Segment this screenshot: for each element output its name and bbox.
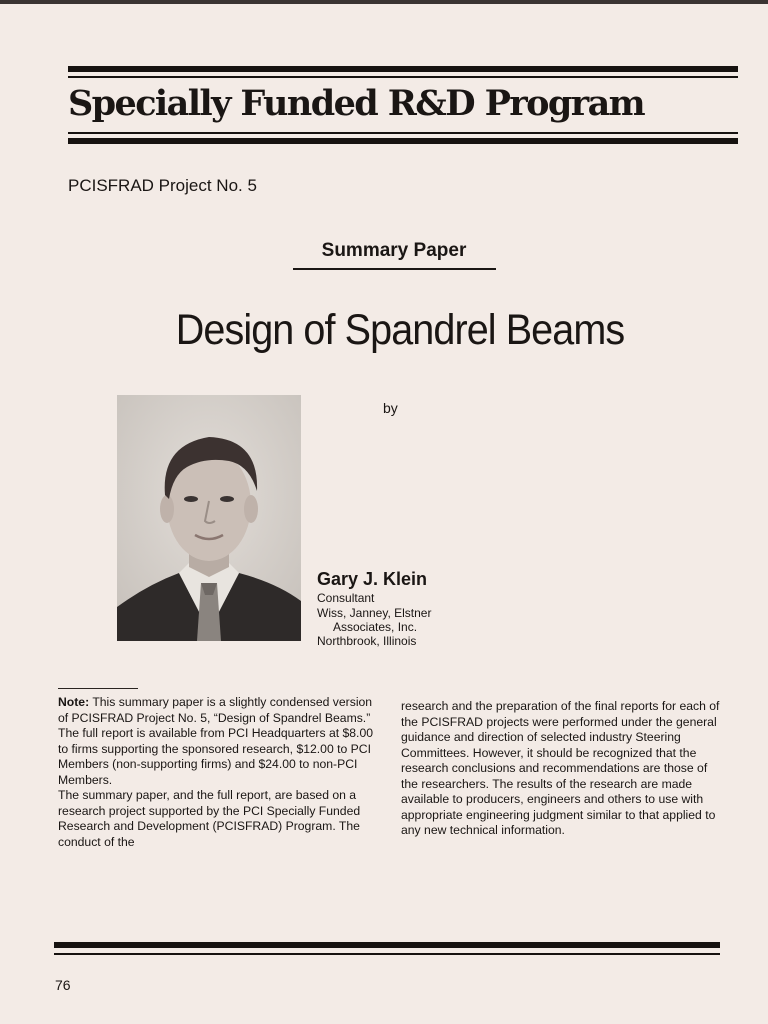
project-number: PCISFRAD Project No. 5 — [68, 176, 257, 195]
byline: by — [383, 400, 398, 416]
note-paragraph-2: The summary paper, and the full report, are based on a research project supported by the PCI Specially Funded Research and Development (PCISFRAD) Program. The conduct of the — [58, 788, 361, 849]
header-rule-top-thin — [68, 76, 738, 78]
paper-title: Design of Spandrel Beams — [175, 306, 625, 354]
header-rule-bottom-thin — [68, 132, 738, 134]
note-paragraph-3: research and the preparation of the final reports for each of the PCISFRAD projects were performed under the general guidance and direction of selected industry Steering Committees. However, it should be recognized that the research conclusions and recommendations are those of the researchers. The results of the research are made available to producers, engineers and others to use with appropriate engineering judgment similar to that applied to any new technical information. — [401, 699, 720, 837]
footer-rule-thick — [54, 942, 720, 948]
author-photo — [117, 395, 301, 641]
author-location: Northbrook, Illinois — [317, 634, 417, 648]
note-text-1: This summary paper is a slightly condensed version of PCISFRAD Project No. 5, “Design of Spandrel Beams.” The full report is available from PCI Headquarters at $8.00 to firms supporting the sponsored research, $12.00 to PCI Members (non-supporting firms) and $24.00 to non-PCI Members. — [58, 695, 374, 787]
footer-rule-thin — [54, 953, 720, 955]
header-rule-bottom-thick — [68, 138, 738, 144]
note-column-right — [401, 699, 723, 839]
header-title: Specially Funded R&D Program — [68, 83, 645, 124]
note-paragraph-1 — [58, 695, 380, 788]
author-title: Consultant — [317, 591, 375, 605]
page-number: 76 — [55, 977, 71, 993]
author-portrait-image — [117, 395, 301, 641]
page-top-edge — [0, 0, 768, 4]
summary-paper-label: Summary Paper — [321, 240, 467, 261]
summary-paper-underline — [293, 268, 496, 270]
note-rule — [58, 688, 138, 689]
author-affiliation-cont: Associates, Inc. — [333, 620, 418, 634]
author-name: Gary J. Klein — [317, 569, 428, 589]
header-rule-top-thick — [68, 66, 738, 72]
author-affiliation: Wiss, Janney, Elstner — [317, 606, 432, 620]
note-lead: Note: — [58, 695, 90, 709]
note-column-left — [58, 695, 380, 850]
